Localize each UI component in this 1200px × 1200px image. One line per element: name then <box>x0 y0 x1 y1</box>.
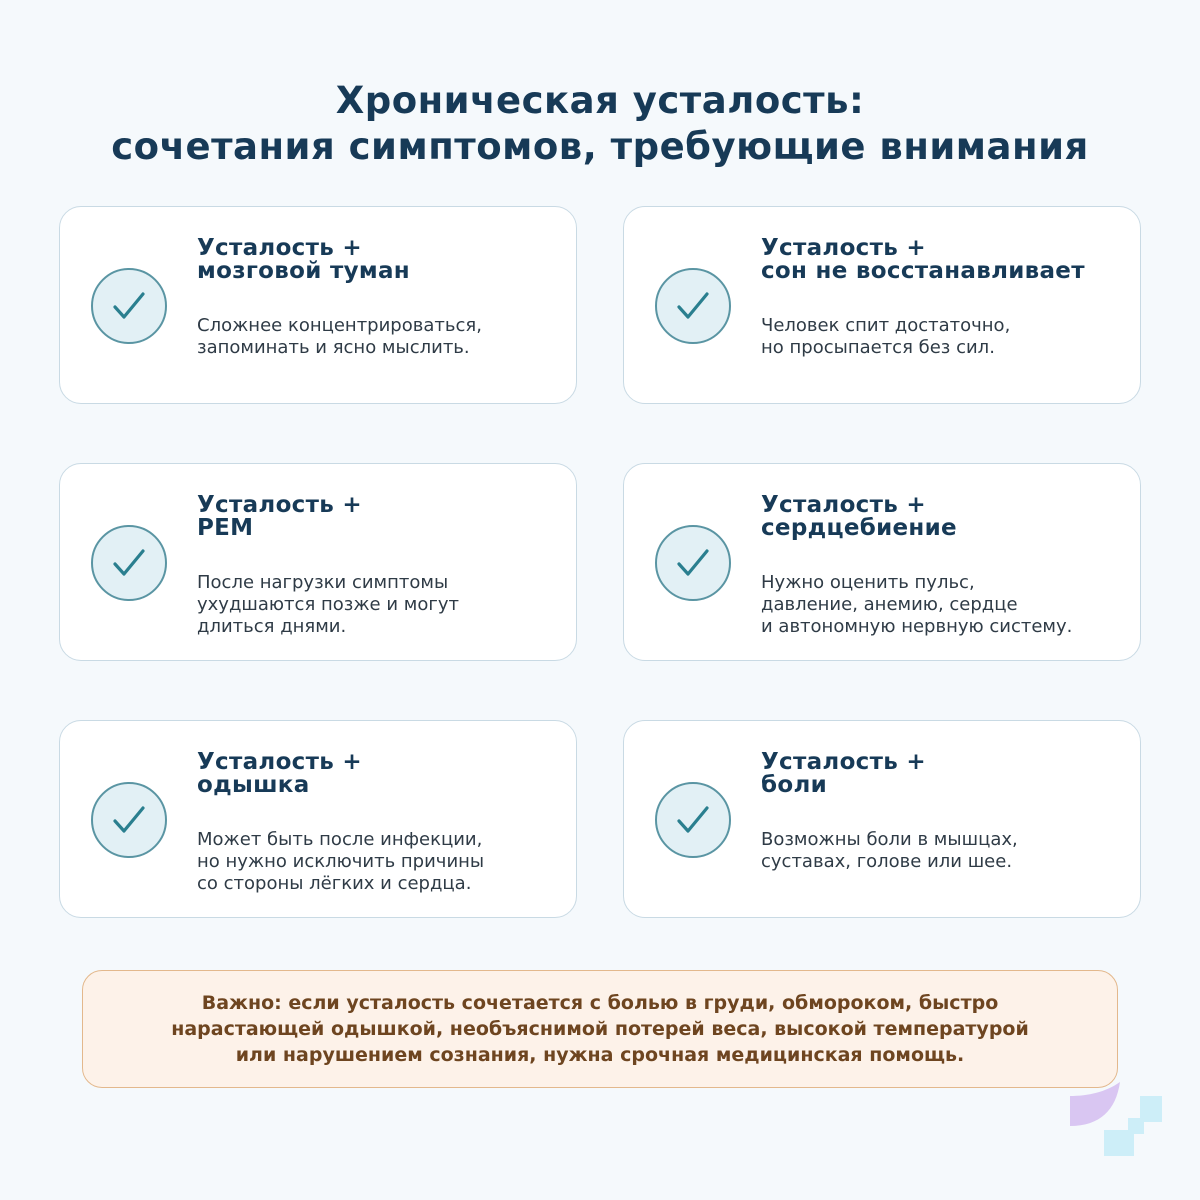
symptom-card-dyspnea <box>59 720 577 918</box>
page-title-line-2: сочетания симптомов, требующие внимания <box>111 125 1089 168</box>
card-text-line: со стороны лёгких и сердца. <box>197 873 472 894</box>
checkmark-icon <box>655 268 731 344</box>
brand-logo-icon <box>1066 1080 1166 1160</box>
checkmark-icon <box>655 525 731 601</box>
card-title-line-1: Усталость + <box>761 749 926 775</box>
card-description <box>197 315 482 359</box>
checkmark-icon <box>655 782 731 858</box>
page-title-line-1: Хроническая усталость: <box>335 79 865 122</box>
card-description <box>761 315 1010 359</box>
card-title-line-1: Усталость + <box>197 235 362 261</box>
urgent-warning-box <box>82 970 1118 1088</box>
card-text-line: После нагрузки симптомы <box>197 572 449 593</box>
card-text-line: давление, анемию, сердце <box>761 594 1018 615</box>
symptom-card-pem <box>59 463 577 661</box>
symptom-card-unrefreshing-sleep <box>623 206 1141 404</box>
card-title-line-2: мозговой туман <box>197 258 410 284</box>
checkmark-icon <box>91 525 167 601</box>
card-title <box>761 751 926 797</box>
symptom-card-brain-fog <box>59 206 577 404</box>
checkmark-icon <box>91 782 167 858</box>
card-description <box>761 572 1072 638</box>
page-title <box>0 78 1200 170</box>
card-text-line: суставах, голове или шее. <box>761 851 1013 872</box>
card-title-line-2: сон не восстанавливает <box>761 258 1085 284</box>
card-title-line-2: одышка <box>197 772 310 798</box>
card-description <box>197 572 459 638</box>
card-title-line-2: сердцебиение <box>761 515 957 541</box>
card-title <box>761 237 1085 283</box>
card-title <box>197 494 362 540</box>
card-title <box>197 237 410 283</box>
card-text-line: длиться днями. <box>197 616 347 637</box>
card-text-line: Нужно оценить пульс, <box>761 572 975 593</box>
card-title <box>197 751 362 797</box>
card-description <box>197 829 484 895</box>
card-text-line: но просыпается без сил. <box>761 337 995 358</box>
card-title <box>761 494 957 540</box>
card-title-line-1: Усталость + <box>761 235 926 261</box>
card-text-line: но нужно исключить причины <box>197 851 485 872</box>
card-title-line-1: Усталость + <box>197 492 362 518</box>
card-text-line: Возможны боли в мышцах, <box>761 829 1018 850</box>
card-text-line: и автономную нервную систему. <box>761 616 1073 637</box>
card-text-line: ухудшаются позже и могут <box>197 594 459 615</box>
checkmark-icon <box>91 268 167 344</box>
card-text-line: Сложнее концентрироваться, <box>197 315 482 336</box>
symptom-card-pain <box>623 720 1141 918</box>
card-text-line: Человек спит достаточно, <box>761 315 1011 336</box>
warning-line: или нарушением сознания, нужна срочная медицинская помощь. <box>235 1044 965 1066</box>
card-title-line-1: Усталость + <box>197 749 362 775</box>
card-text-line: запоминать и ясно мыслить. <box>197 337 470 358</box>
warning-line: нарастающей одышкой, необъяснимой потерей веса, высокой температурой <box>171 1018 1029 1040</box>
symptom-card-palpitations <box>623 463 1141 661</box>
warning-line: Важно: если усталость сочетается с болью в груди, обмороком, быстро <box>201 992 999 1014</box>
card-title-line-1: Усталость + <box>761 492 926 518</box>
card-description <box>761 829 1018 873</box>
card-title-line-2: PEM <box>197 515 254 541</box>
card-text-line: Может быть после инфекции, <box>197 829 483 850</box>
card-title-line-2: боли <box>761 772 828 798</box>
